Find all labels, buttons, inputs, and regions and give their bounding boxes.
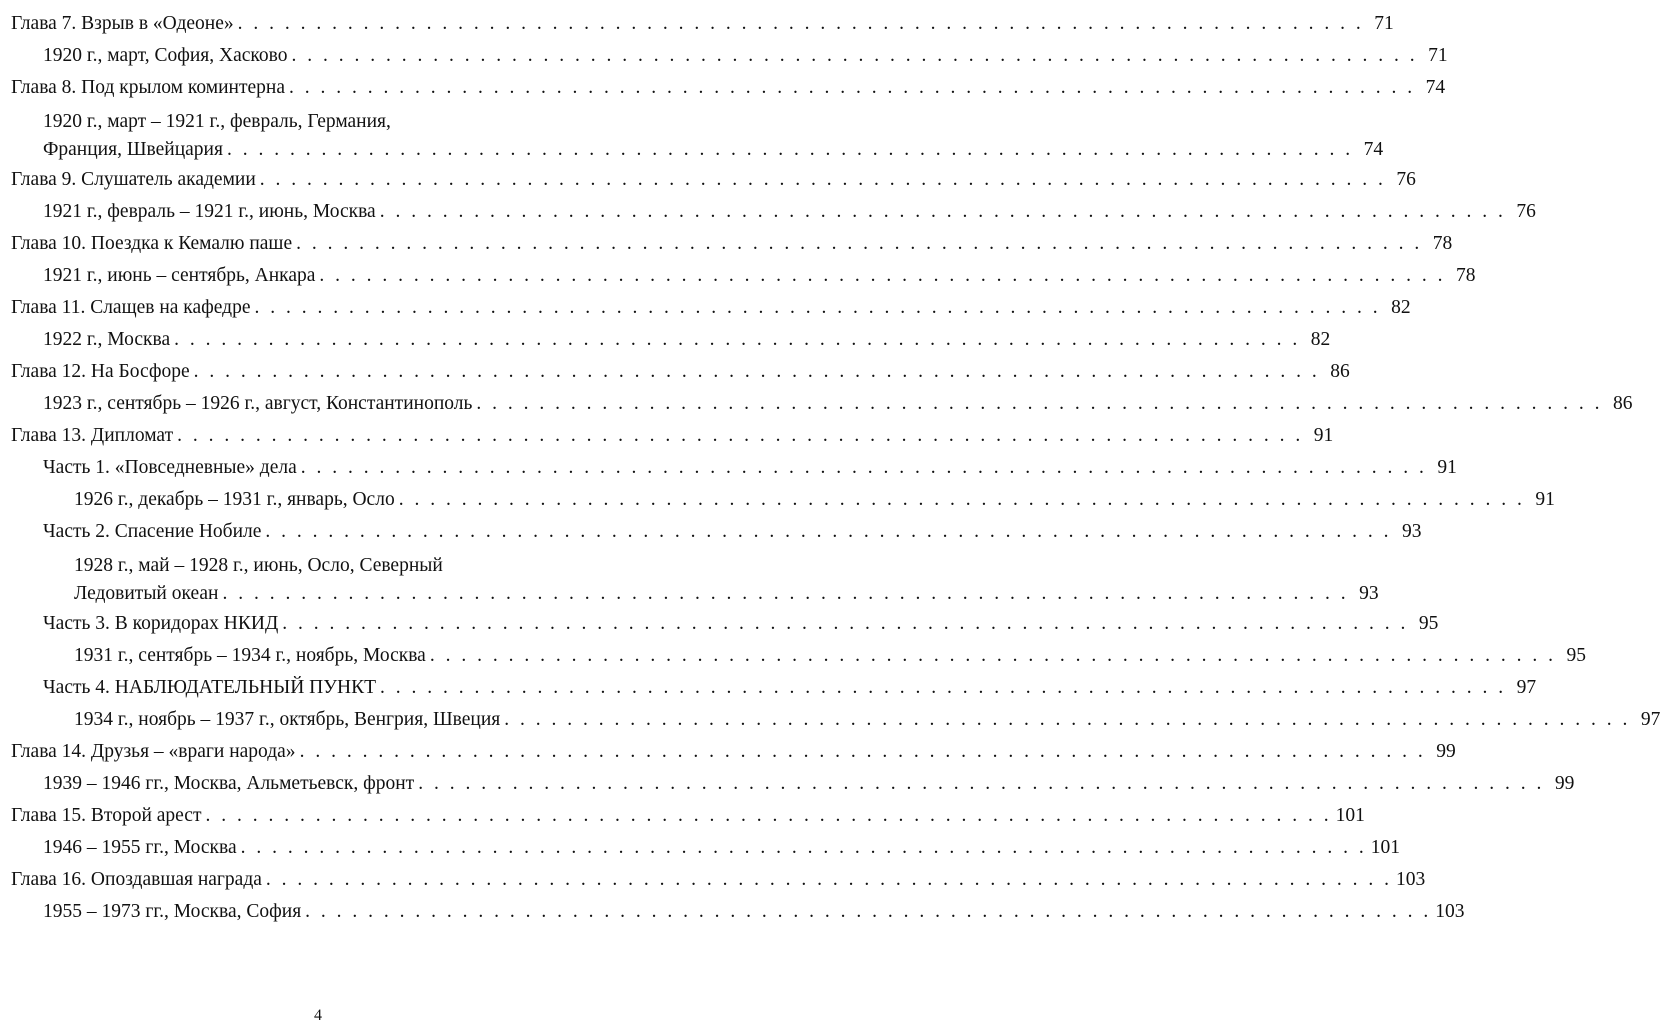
toc-page-number: 78 (1432, 233, 1453, 254)
toc-entry-title: Часть 1. «Повседневные» дела (43, 457, 297, 478)
toc-subentry (11, 40, 1448, 72)
dot-leader (380, 196, 1506, 228)
dot-leader (205, 800, 1331, 832)
toc-chapter-entry (11, 292, 1411, 324)
toc-page-number: 103 (1396, 869, 1426, 890)
toc-entry-title: Часть 2. Спасение Нобиле (43, 521, 262, 542)
toc-entry-row (43, 608, 1439, 640)
toc-page-number: 86 (1613, 393, 1633, 414)
toc-entry-row (11, 420, 1334, 452)
dot-leader (255, 292, 1381, 324)
dot-leader (296, 228, 1422, 260)
toc-part-entry (11, 452, 1457, 484)
dot-leader (380, 672, 1506, 704)
toc-page-number: 101 (1335, 805, 1365, 826)
toc-chapter-entry (11, 736, 1456, 768)
toc-page-number: 82 (1391, 297, 1411, 318)
dot-leader (418, 768, 1544, 800)
toc-page-number: 97 (1640, 709, 1660, 730)
toc-entry-row (11, 800, 1365, 832)
toc-subentry (11, 832, 1400, 864)
dot-leader (319, 260, 1445, 292)
toc-entry-title: 1926 г., декабрь – 1931 г., январь, Осло (74, 489, 395, 510)
dot-leader (241, 832, 1367, 864)
toc-page-number: 99 (1436, 741, 1456, 762)
toc-entry-title: 1921 г., февраль – 1921 г., июнь, Москва (43, 201, 376, 222)
page-number: 4 (314, 1007, 322, 1024)
toc-page-number: 103 (1435, 901, 1465, 922)
toc-entry-title: 1922 г., Москва (43, 329, 171, 350)
toc-entry-row (43, 452, 1457, 484)
toc-page-number: 93 (1402, 521, 1422, 542)
toc-part-entry (11, 608, 1439, 640)
toc-entry-title-line: 1920 г., март – 1921 г., февраль, Германия, (43, 111, 391, 132)
toc-subentry (11, 104, 1384, 164)
toc-entry-row (43, 40, 1448, 72)
toc-page-number: 86 (1330, 361, 1350, 382)
toc-entry-row (43, 260, 1476, 292)
toc-entry-row (43, 672, 1537, 704)
toc-subentry (11, 260, 1476, 292)
dot-leader (194, 356, 1320, 388)
toc-entry-row (11, 292, 1411, 324)
toc-chapter-entry (11, 800, 1365, 832)
toc-entry-row (74, 580, 1379, 608)
toc-chapter-entry (11, 864, 1426, 896)
toc-page-number: 91 (1313, 425, 1334, 446)
toc-entry-title: Франция, Швейцария (43, 139, 223, 160)
toc-entry-row (74, 704, 1660, 736)
toc-entry-row (11, 864, 1426, 896)
dot-leader (289, 72, 1415, 104)
toc-entry-title: 1946 – 1955 гг., Москва (43, 837, 237, 858)
dot-leader (265, 516, 1391, 548)
toc-entry-title: Глава 12. На Босфоре (11, 361, 190, 382)
dot-leader (476, 388, 1602, 420)
dot-leader (227, 136, 1353, 164)
toc-chapter-entry (11, 72, 1446, 104)
toc-page-number: 74 (1363, 139, 1384, 160)
toc-entry-row (11, 8, 1394, 40)
toc-page-number: 93 (1359, 583, 1379, 604)
toc-entry-title: Глава 16. Опоздавшая награда (11, 869, 262, 890)
toc-entry-title: Глава 15. Второй арест (11, 805, 202, 826)
toc-entry-title: Глава 7. Взрыв в «Одеоне» (11, 13, 234, 34)
toc-entry-title: 1955 – 1973 гг., Москва, София (43, 901, 302, 922)
toc-subentry (11, 324, 1331, 356)
toc-subentry (11, 196, 1536, 228)
toc-subentry (11, 896, 1465, 928)
toc-entry-row (74, 484, 1555, 516)
toc-entry-row (43, 768, 1575, 800)
toc-entry-row (74, 640, 1586, 672)
toc-entry-row (11, 72, 1446, 104)
toc-entry-title: 1934 г., ноябрь – 1937 г., октябрь, Венгрия, Швеция (74, 709, 501, 730)
toc-entry-title: Глава 14. Друзья – «враги народа» (11, 741, 296, 762)
toc-part-subentry (11, 484, 1555, 516)
toc-part-entry (11, 516, 1422, 548)
toc-entry-row (43, 136, 1384, 164)
toc-page-number: 99 (1554, 773, 1575, 794)
toc-entry-title: 1939 – 1946 гг., Москва, Альметьевск, фронт (43, 773, 415, 794)
toc-chapter-entry (11, 8, 1394, 40)
toc-page-number: 97 (1516, 677, 1537, 698)
dot-leader (504, 704, 1630, 736)
toc-entry-title: Глава 8. Под крылом коминтерна (11, 77, 285, 98)
dot-leader (399, 484, 1525, 516)
table-of-contents (11, 8, 1660, 928)
toc-chapter-entry (11, 356, 1350, 388)
toc-entry-title: 1931 г., сентябрь – 1934 г., ноябрь, Москва (74, 645, 426, 666)
toc-entry-title-line: 1928 г., май – 1928 г., июнь, Осло, Северный (74, 555, 443, 576)
toc-page-number: 76 (1516, 201, 1536, 222)
toc-entry-row (43, 832, 1400, 864)
toc-page-number: 74 (1425, 77, 1446, 98)
toc-part-entry (11, 672, 1537, 704)
dot-leader (305, 896, 1431, 928)
toc-subentry (11, 768, 1575, 800)
toc-page-number: 71 (1374, 13, 1394, 34)
toc-entry-row (43, 896, 1465, 928)
toc-chapter-entry (11, 420, 1334, 452)
toc-entry-title: Глава 9. Слушатель академии (11, 169, 256, 190)
toc-entry-title: Ледовитый океан (74, 583, 219, 604)
toc-part-subentry (11, 548, 1379, 608)
toc-page-number: 95 (1566, 645, 1586, 666)
toc-entry-row (43, 516, 1422, 548)
dot-leader (300, 736, 1426, 768)
toc-entry-row (43, 324, 1331, 356)
toc-page-number: 78 (1456, 265, 1476, 286)
toc-entry-title: 1921 г., июнь – сентябрь, Анкара (43, 265, 316, 286)
toc-entry-row (43, 196, 1536, 228)
dot-leader (177, 420, 1303, 452)
dot-leader (301, 452, 1427, 484)
toc-chapter-entry (11, 228, 1453, 260)
toc-entry-title: Глава 13. Дипломат (11, 425, 174, 446)
toc-entry-title: 1923 г., сентябрь – 1926 г., август, Константинополь (43, 393, 473, 414)
dot-leader (291, 40, 1417, 72)
toc-entry-title: Глава 10. Поездка к Кемалю паше (11, 233, 293, 254)
toc-chapter-entry (11, 164, 1416, 196)
toc-page-number: 91 (1437, 457, 1457, 478)
toc-entry-row (43, 388, 1633, 420)
toc-entry-row (11, 356, 1350, 388)
toc-page-number: 91 (1535, 489, 1555, 510)
dot-leader (260, 164, 1386, 196)
toc-entry-title: 1920 г., март, София, Хасково (43, 45, 288, 66)
dot-leader (430, 640, 1556, 672)
toc-entry-row (11, 736, 1456, 768)
dot-leader (222, 580, 1348, 608)
dot-leader (282, 608, 1408, 640)
toc-page-number: 76 (1396, 169, 1416, 190)
dot-leader (238, 8, 1364, 40)
dot-leader (266, 864, 1392, 896)
toc-page-number: 95 (1418, 613, 1439, 634)
toc-page-number: 101 (1370, 837, 1400, 858)
toc-page-number: 82 (1310, 329, 1331, 350)
toc-subentry (11, 388, 1633, 420)
toc-part-subentry (11, 704, 1660, 736)
toc-entry-title: Часть 3. В коридорах НКИД (43, 613, 279, 634)
toc-part-subentry (11, 640, 1586, 672)
toc-entry-row (11, 228, 1453, 260)
toc-entry-row (11, 164, 1416, 196)
dot-leader (174, 324, 1300, 356)
toc-entry-title: Часть 4. НАБЛЮДАТЕЛЬНЫЙ ПУНКТ (43, 677, 377, 698)
toc-entry-title: Глава 11. Слащев на кафедре (11, 297, 251, 318)
toc-page-number: 71 (1428, 45, 1448, 66)
